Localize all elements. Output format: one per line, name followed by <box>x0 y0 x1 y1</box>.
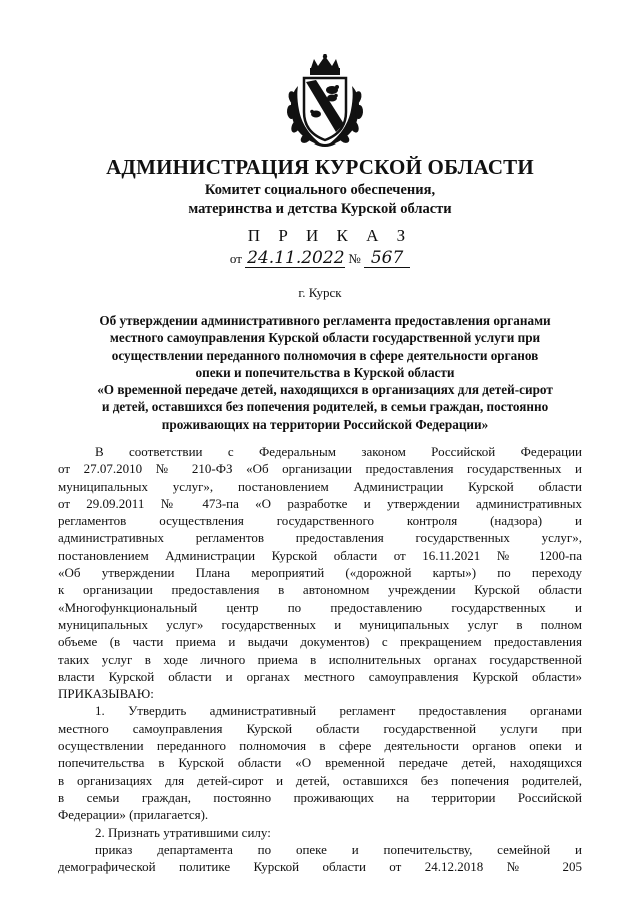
body-line: демографической политике Курской области от 24.12.2018 № 205 <box>58 859 582 875</box>
title-line: Об утверждении административного регламента предоставления органами <box>99 313 551 328</box>
body-line: 1. Утвердить административный регламент предоставления органами <box>95 703 582 719</box>
document-body <box>58 443 582 875</box>
body-line: постановлением Администрации Курской области от 16.11.2021 № 1200-па <box>58 547 582 563</box>
body-line: регламентов осуществления государственного контроля (надзора) и <box>58 513 582 529</box>
document-type-heading: П Р И К А З <box>247 226 413 245</box>
administration-title: АДМИНИСТРАЦИЯ КУРСКОЙ ОБЛАСТИ <box>106 155 534 179</box>
title-line: и детей, оставшихся без попечения родителей, в семьи граждан, постоянно <box>101 399 549 415</box>
body-line: от 29.09.2011 № 473-па «О разработке и утверждении административных <box>58 495 582 511</box>
body-line: власти Курской области и органах местного самоуправления Курской области» <box>58 668 582 684</box>
body-line: приказ департамента по опеке и попечительству, семейной и <box>95 841 582 857</box>
number-prefix: № <box>348 251 361 266</box>
body-line: «Многофункциональный центр по предоставлению государственных и <box>58 599 582 615</box>
handwritten-date: 24.11.2022 <box>247 248 345 268</box>
committee-name <box>0 181 640 219</box>
body-line: в семьи граждан, постоянно проживающих на территории Российской <box>58 789 582 805</box>
body-line: местного самоуправления Курской области государственной услуги при <box>58 720 582 736</box>
title-line: «О временной передаче детей, находящихся в организациях для детей-сирот <box>97 382 553 398</box>
body-line: муниципальных услуг», постановлением Администрации Курской области <box>58 478 582 494</box>
committee-line-2: материнства и детства Курской области <box>188 201 452 217</box>
date-prefix: от <box>229 251 242 266</box>
body-line: попечительства в Курской области «О временной передаче детей, находящихся <box>58 755 582 771</box>
body-line: таких услуг в ходе личного приема в исполнительных органах государственной <box>58 651 582 667</box>
order-date-number-line <box>0 249 640 268</box>
body-line: 2. Признать утратившими силу: <box>95 824 271 840</box>
title-line: проживающих на территории Российской Федерации» <box>161 416 489 432</box>
body-line: объеме (в части приема и выдачи документов) с прекращением предоставления <box>58 634 582 650</box>
committee-line-1: Комитет социального обеспечения, <box>204 182 436 198</box>
title-line: местного самоуправления Курской области государственной услуги при <box>109 330 541 346</box>
body-line: к организации предоставления в автономном учреждении Курской области <box>58 582 582 598</box>
body-line-decree: ПРИКАЗЫВАЮ: <box>58 686 154 702</box>
body-line: В соответствии с Федеральным законом Российской Федерации <box>95 444 582 459</box>
body-line: административных регламентов предоставления государственных услуг», <box>58 530 582 546</box>
title-line: опеки и попечительства в Курской области <box>195 364 455 380</box>
city-line: г. Курск <box>298 285 342 300</box>
handwritten-order-number: 567 <box>364 249 410 268</box>
body-line: осуществлении переданного полномочия в сфере деятельности органов опеки и <box>58 738 582 754</box>
title-line: осуществлении переданного полномочия в сфере деятельности органов <box>111 347 539 363</box>
body-line: в организациях для детей-сирот и детей, оставшихся без попечения родителей, <box>58 772 582 788</box>
coat-of-arms-emblem <box>284 54 366 150</box>
body-line: от 27.07.2010 № 210-ФЗ «Об организации предоставления государственных и <box>58 461 582 477</box>
body-line: «Об утверждении Плана мероприятий («дорожной карты») по переходу <box>58 565 582 581</box>
document-title <box>70 312 580 433</box>
body-line: муниципальных услуг» государственных и муниципальных услуг в полном <box>58 616 582 632</box>
body-line: Федерации» (прилагается). <box>58 807 209 823</box>
